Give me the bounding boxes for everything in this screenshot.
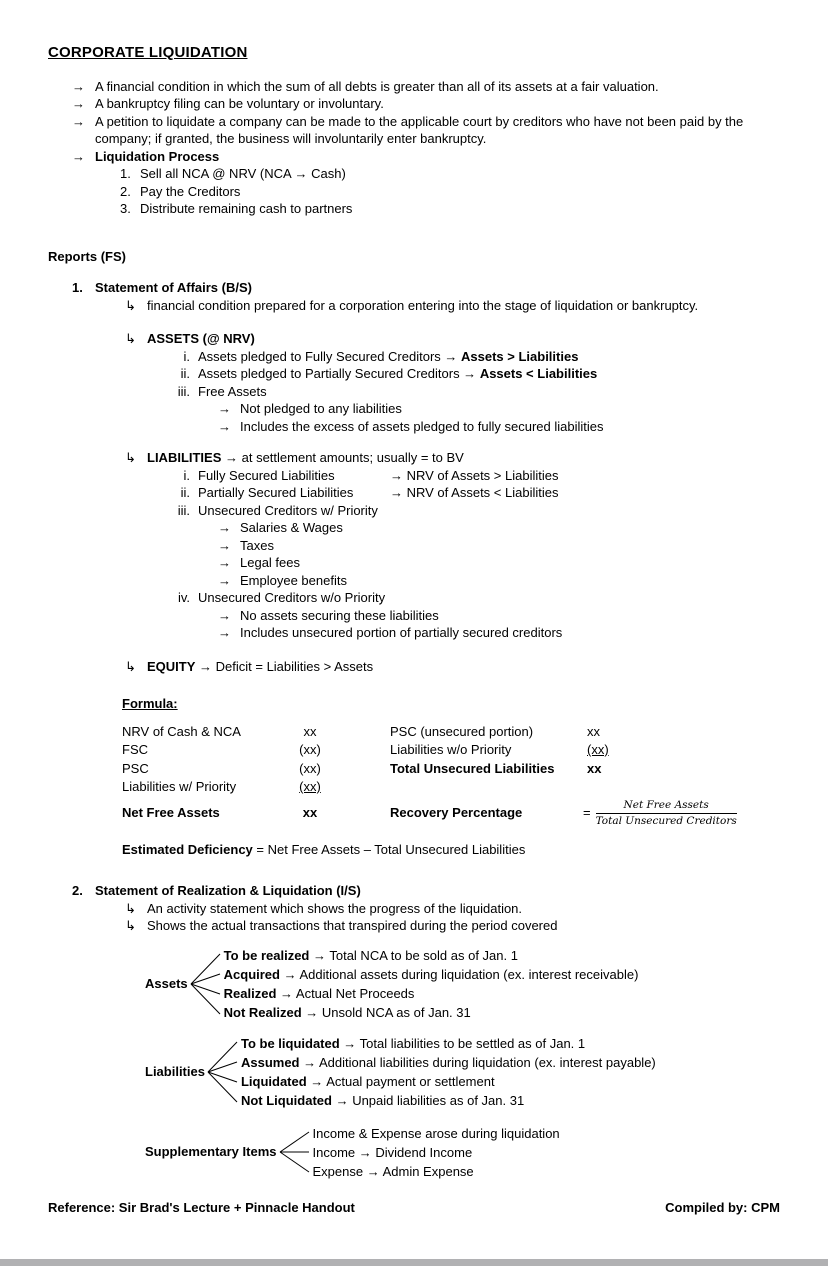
tree-connector-lines [207, 1033, 239, 1111]
tree-item-text: Income & Expense arose during liquidation [312, 1125, 560, 1141]
realization-bullet-text: Shows the actual transactions that transpired during the period covered [147, 918, 558, 933]
liabilities-heading-bold: LIABILITIES [147, 450, 222, 465]
formula-value: xx [303, 723, 317, 739]
supplementary-tree [145, 1123, 780, 1182]
tree-items [313, 1124, 560, 1181]
tree-item [241, 1034, 656, 1053]
roman-number: i. [183, 467, 190, 483]
footer-reference: Reference: Sir Brad's Lecture + Pinnacle Handout [48, 1200, 355, 1215]
tree-item-term: To be liquidated [240, 1035, 340, 1051]
tree-item [224, 1003, 639, 1022]
intro-bullet [72, 113, 780, 148]
tree-item-term: Not Realized [223, 1004, 302, 1020]
formula-heading: Formula: [122, 696, 178, 711]
hook-arrow-icon: ↳ [125, 918, 136, 933]
priority-note-text: Employee benefits [240, 572, 347, 588]
hook-arrow-icon: ↳ [125, 450, 136, 465]
liabilities-item-text [198, 467, 558, 485]
section-number: 2. [72, 883, 83, 898]
tree-item-text: Income → Dividend Income [312, 1144, 473, 1160]
formula-label: PSC (unsecured portion) [390, 723, 534, 739]
no-priority-note [218, 607, 780, 625]
tree-item-term: Acquired [223, 966, 280, 982]
deficiency-rest: = Net Free Assets – Total Unsecured Liabilities [252, 841, 526, 857]
formula-row [122, 760, 780, 779]
formula-label: PSC [122, 760, 149, 776]
tree-item [224, 946, 639, 965]
assets-item-text [198, 365, 597, 383]
arrow-bullet-icon: → [218, 625, 231, 640]
recovery-fraction [596, 799, 737, 828]
reports-heading: Reports (FS) [48, 248, 126, 264]
item-note: → NRV of Assets > Liabilities [390, 467, 559, 483]
priority-note-text: Taxes [240, 537, 274, 553]
assets-list-item [153, 348, 780, 366]
formula-label: Total Unsecured Liabilities [390, 760, 555, 776]
deficiency-bold: Estimated Deficiency [122, 841, 253, 857]
tree-items [224, 946, 639, 1022]
formula-row [122, 799, 780, 829]
tree-item-term: Assumed [240, 1054, 300, 1070]
formula-row [122, 741, 780, 760]
item-text: Free Assets [198, 383, 267, 399]
formula-value: xx [302, 805, 318, 821]
equity-heading [147, 658, 373, 676]
liabilities-list-item [153, 589, 780, 607]
tree-item [224, 984, 639, 1003]
tree-label: Assets [145, 975, 188, 991]
step-number: 3. [120, 201, 131, 216]
intro-bullet-text: A financial condition in which the sum of all debts is greater than all of its assets at a fair valuation. [95, 78, 659, 94]
formula-block [122, 695, 780, 858]
priority-note [218, 572, 780, 590]
item-text: Partially Secured Liabilities [198, 485, 354, 500]
process-step [120, 165, 780, 183]
arrow-bullet-icon: → [72, 78, 85, 94]
tree-item-text: → Unpaid liabilities as of Jan. 31 [331, 1092, 525, 1108]
intro-bullet [72, 95, 780, 113]
step-number: 2. [120, 183, 131, 199]
item-bold-text: Assets < Liabilities [479, 366, 598, 381]
roman-number: iv. [177, 590, 190, 605]
liabilities-list-item [153, 467, 780, 485]
roman-number: ii. [180, 485, 190, 500]
hook-arrow-icon: ↳ [125, 658, 136, 674]
tree-item-text: → Actual payment or settlement [306, 1073, 495, 1089]
fraction-denominator: Total Unsecured Creditors [595, 815, 737, 827]
item-text: Assets pledged to Fully Secured Creditors → [198, 348, 462, 364]
realization-bullet-text: An activity statement which shows the progress of the liquidation. [147, 900, 523, 916]
tree-item-term: Not Liquidated [240, 1092, 332, 1108]
formula-label: Liabilities w/ Priority [122, 779, 237, 794]
assets-tree [145, 945, 780, 1023]
assets-list-item [153, 383, 780, 401]
tree-item-text: → Unsold NCA as of Jan. 31 [301, 1004, 471, 1020]
tree-item-text: → Total liabilities to be settled as of Jan. 1 [339, 1035, 586, 1051]
tree-item-text: Expense → Admin Expense [312, 1163, 474, 1179]
formula-label: NRV of Cash & NCA [122, 723, 241, 739]
equity-heading-item [125, 658, 780, 676]
roman-number: ii. [180, 366, 190, 381]
estimated-deficiency [122, 841, 780, 859]
tree-item [241, 1053, 656, 1072]
assets-item-text [198, 348, 578, 366]
formula-label: Liabilities w/o Priority [390, 742, 512, 757]
arrow-bullet-icon: → [218, 520, 231, 535]
liabilities-heading-item [125, 449, 780, 467]
free-assets-note-text: Not pledged to any liabilities [240, 401, 402, 416]
priority-note [218, 537, 780, 555]
tree-item-text: → Additional liabilities during liquidation (ex. interest payable) [299, 1054, 656, 1070]
formula-label: Net Free Assets [122, 805, 220, 821]
realization-bullet [125, 900, 780, 918]
realization-title: Statement of Realization & Liquidation (I/S) [95, 883, 361, 898]
arrow-bullet-icon: → [218, 537, 231, 553]
tree-item [224, 965, 639, 984]
liquidation-process-heading [72, 148, 780, 166]
realization-item [72, 882, 780, 900]
statement-description [125, 297, 780, 315]
tree-item-text: → Additional assets during liquidation (ex. interest receivable) [279, 966, 639, 982]
priority-note [218, 554, 780, 572]
step-text: Pay the Creditors [140, 183, 241, 199]
liabilities-item-text: Unsecured Creditors w/ Priority [198, 502, 378, 518]
no-priority-note-text: Includes unsecured portion of partially secured creditors [240, 625, 563, 640]
arrow-bullet-icon: → [218, 572, 231, 588]
section-number: 1. [72, 280, 83, 295]
tree-label: Supplementary Items [145, 1144, 277, 1160]
assets-item-text [198, 383, 267, 401]
hook-arrow-icon: ↳ [125, 331, 136, 346]
tree-items [241, 1034, 656, 1110]
step-text: Sell all NCA @ NRV (NCA → Cash) [140, 166, 346, 181]
priority-note [218, 519, 780, 537]
formula-value: (xx) [299, 779, 321, 794]
item-text: Fully Secured Liabilities [198, 467, 335, 483]
arrow-bullet-icon: → [218, 401, 231, 416]
tree-item-text: → Total NCA to be sold as of Jan. 1 [309, 947, 518, 963]
intro-bullet-text: A petition to liquidate a company can be made to the applicable court by creditors who have not been paid by the company; if granted, the business will involuntarily enter bankruptcy. [95, 113, 744, 146]
page-footer [48, 1199, 780, 1217]
tree-item [241, 1072, 656, 1091]
assets-list-item [153, 365, 780, 383]
process-step [120, 200, 780, 218]
arrow-bullet-icon: → [218, 555, 231, 570]
realization-bullet [125, 917, 780, 935]
liquidation-process-title: Liquidation Process [95, 148, 220, 164]
recovery-percentage-label: Recovery Percentage [390, 805, 523, 821]
statement-of-affairs-title: Statement of Affairs (B/S) [95, 280, 252, 295]
tree-connector-lines [190, 945, 222, 1023]
tree-item-term: To be realized [223, 947, 310, 963]
hook-arrow-icon: ↳ [125, 297, 136, 313]
liabilities-heading [147, 449, 464, 467]
free-assets-note-text: Includes the excess of assets pledged to fully secured liabilities [240, 418, 604, 434]
free-assets-note [218, 400, 780, 418]
formula-row [122, 778, 780, 797]
arrow-bullet-icon: → [218, 418, 231, 434]
tree-item [313, 1143, 560, 1162]
step-number: 1. [120, 166, 131, 181]
roman-number: iii. [177, 383, 190, 399]
no-priority-note-text: No assets securing these liabilities [240, 607, 439, 623]
item-bold-text: Assets > Liabilities [461, 348, 579, 364]
assets-heading-item [125, 330, 780, 348]
tree-label: Liabilities [145, 1063, 205, 1079]
free-assets-note [218, 418, 780, 436]
fraction-numerator: Net Free Assets [596, 799, 737, 814]
equity-heading-rest: → Deficit = Liabilities > Assets [195, 658, 374, 674]
arrow-bullet-icon: → [72, 148, 85, 164]
no-priority-note [218, 624, 780, 642]
footer-compiled-by: Compiled by: CPM [665, 1200, 780, 1215]
liabilities-list-item [153, 502, 780, 520]
roman-number: i. [183, 348, 190, 364]
tree-item [241, 1091, 656, 1110]
hook-arrow-icon: ↳ [125, 900, 136, 916]
equals-sign: = [583, 805, 591, 821]
formula-value: xx [587, 760, 602, 776]
formula-value: xx [587, 723, 600, 739]
arrow-bullet-icon: → [72, 96, 85, 111]
intro-bullet [72, 78, 780, 96]
liabilities-tree [145, 1033, 780, 1111]
page-bottom-edge [0, 1259, 828, 1266]
formula-row [122, 723, 780, 742]
formula-label: FSC [122, 742, 148, 757]
statement-description-text: financial condition prepared for a corporation entering into the stage of liquidation or bankruptcy. [147, 297, 699, 313]
tree-item-term: Liquidated [240, 1073, 307, 1089]
page-title: CORPORATE LIQUIDATION [48, 44, 248, 61]
intro-bullet-text: A bankruptcy filing can be voluntary or involuntary. [95, 96, 384, 111]
formula-value: (xx) [587, 742, 609, 757]
tree-item-term: Realized [223, 985, 277, 1001]
liabilities-list-item [153, 484, 780, 502]
liabilities-heading-rest: → at settlement amounts; usually = to BV [221, 450, 464, 465]
roman-number: iii. [177, 502, 190, 518]
liabilities-item-text: Unsecured Creditors w/o Priority [198, 590, 386, 605]
liabilities-item-text [198, 484, 558, 502]
item-text: Assets pledged to Partially Secured Creditors → [198, 366, 480, 381]
formula-value: (xx) [299, 760, 321, 776]
statement-of-affairs-item [72, 279, 780, 297]
step-text: Distribute remaining cash to partners [140, 201, 353, 216]
arrow-bullet-icon: → [218, 607, 231, 623]
tree-item-text: → Actual Net Proceeds [276, 985, 415, 1001]
formula-value: (xx) [299, 742, 321, 757]
priority-note-text: Salaries & Wages [240, 520, 343, 535]
item-note: → NRV of Assets < Liabilities [390, 485, 559, 500]
tree-item [313, 1124, 560, 1143]
tree-item [313, 1162, 560, 1181]
equity-heading-bold: EQUITY [147, 658, 196, 674]
assets-heading: ASSETS (@ NRV) [147, 331, 255, 346]
arrow-bullet-icon: → [72, 113, 85, 129]
tree-connector-lines [279, 1123, 311, 1182]
process-step [120, 183, 780, 201]
priority-note-text: Legal fees [240, 555, 300, 570]
